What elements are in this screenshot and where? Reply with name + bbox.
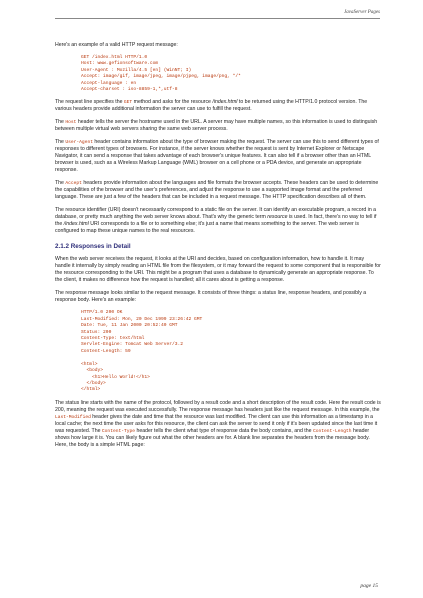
- user-agent-paragraph: The User-Agent header contains information about the type of browser making the request. The server can use this to send different types of responses to different types of browsers. For instance, if the server knows whether the request is sent by Internet Explorer or Netscape Navigator, it can send a response that takes advantage of each browser's unique features. It can also tell if a browser other than an HTML browser is used, such as a Wireless Markup Language (WML) browser on a cell phone or a PDA device, and generate an appropriate response.: [55, 139, 379, 174]
- response-paragraph-2: The response message looks similar to the request message. It consists of three things: a status line, response headers, and possibly a response body. Here's an example:: [55, 290, 367, 304]
- accept-paragraph: The Accept headers provide information about the languages and file formats the browser accepts. These headers can be used to determine the capabilities of the browser and the user's preferences, and adjust the response to use a supported image format and the preferred language. These are just a few of the headers that can be included in a request message. The HTTP specification describes all of them.: [55, 180, 379, 201]
- header-rule: [55, 18, 380, 19]
- page-number: page 15: [360, 583, 378, 589]
- intro-paragraph: Here's an example of a valid HTTP request message:: [55, 42, 178, 48]
- request-code-example: GET /index.html HTTP/1.0 Host: www.gefionsoftware.com User-Agent : Mozilla/4.5 [en] (WinNT; I) Accept: image/gif, image/jpeg, image/pjpeg, image/png, */* Accept-language : en Accept-charset : iso-8859-1,*,utf-8: [81, 55, 241, 93]
- status-line-paragraph: The status line starts with the name of the protocol, followed by a result code and a short description of the result code. Here the result code is 200, meaning the request was executed successfully. The response message has headers just like the request message. In this example, the Last-Modified header gives the date and time that the resource was last modified. The client can use this information as a timestamp in a local cache; the next time the user asks for this resource, the client can ask the server to send it only if it's been updated since the last time it was requested. The Content-Type header tells the client what type of response data the body contains, and the Content-Length header shows how large it is. You can likely figure out what the other headers are for. A blank line separates the headers from the message body. Here, the body is a simple HTML page:: [55, 399, 381, 448]
- inline-path: /index.html: [212, 99, 238, 106]
- inline-code: Accept: [65, 181, 82, 187]
- response-code-example: HTTP/1.0 200 OK Last-Modified: Mon, 20 Dec 1999 23:26:42 GMT Date: Tue, 11 Jan 2000 20:52:40 GMT Status: 200 Content-Type: text/html Servlet-Engine: Tomcat Web Server/3.2 Content-Length: 59 <html> <body> <h1>Hello World!</h1> </body> </html>: [81, 310, 203, 393]
- inline-path: /index.html: [63, 221, 89, 228]
- request-line-paragraph: The request line specifies the GET method and asks for the resource /index.html to be returned using the HTTP/1.0 protocol version. The various headers provide additional information the server can use to fulfill the request.: [55, 99, 368, 113]
- inline-code: GET: [123, 100, 133, 106]
- inline-code: Last-Modified: [55, 414, 91, 420]
- page-body: [55, 42, 381, 455]
- inline-code: User-Agent: [65, 140, 93, 146]
- host-paragraph: The Host header tells the server the hostname used in the URL. A server may have multiple names, so this information is used to distinguish between multiple virtual web servers sharing the same web server process.: [55, 119, 378, 133]
- inline-emphasis: resource: [267, 214, 288, 221]
- section-heading: 2.1.2 Responses in Detail: [55, 243, 131, 251]
- running-head: JavaServer Pages: [344, 10, 380, 15]
- inline-code: Content-Type: [101, 428, 136, 434]
- inline-code: Host: [65, 120, 77, 126]
- inline-code: Content-Length: [312, 428, 352, 434]
- uri-paragraph: The resource identifier (URI) doesn't necessarily correspond to a static file on the server. It can identify an executable program, a record in a database, or pretty much anything the web server knows about. That's why the generic term resource is used. In fact, there's no way to tell if the /index.html URI corresponds to a file or to something else; it's just a name that means something to the server. The web server is configured to map these unique names to the real resources.: [55, 207, 377, 235]
- response-paragraph-1: When the web server receives the request, it looks at the URI and decides, based on configuration information, how to handle it. It may handle it internally by simply reading an HTML file from the filesystem, or it may forward the request to some component that is responsible for the resource corresponding to the URI. This might be a program that uses a database to dynamically generate an appropriate response. To the client, it makes no difference how the request is handled; all it cares about is getting a response.: [55, 256, 381, 284]
